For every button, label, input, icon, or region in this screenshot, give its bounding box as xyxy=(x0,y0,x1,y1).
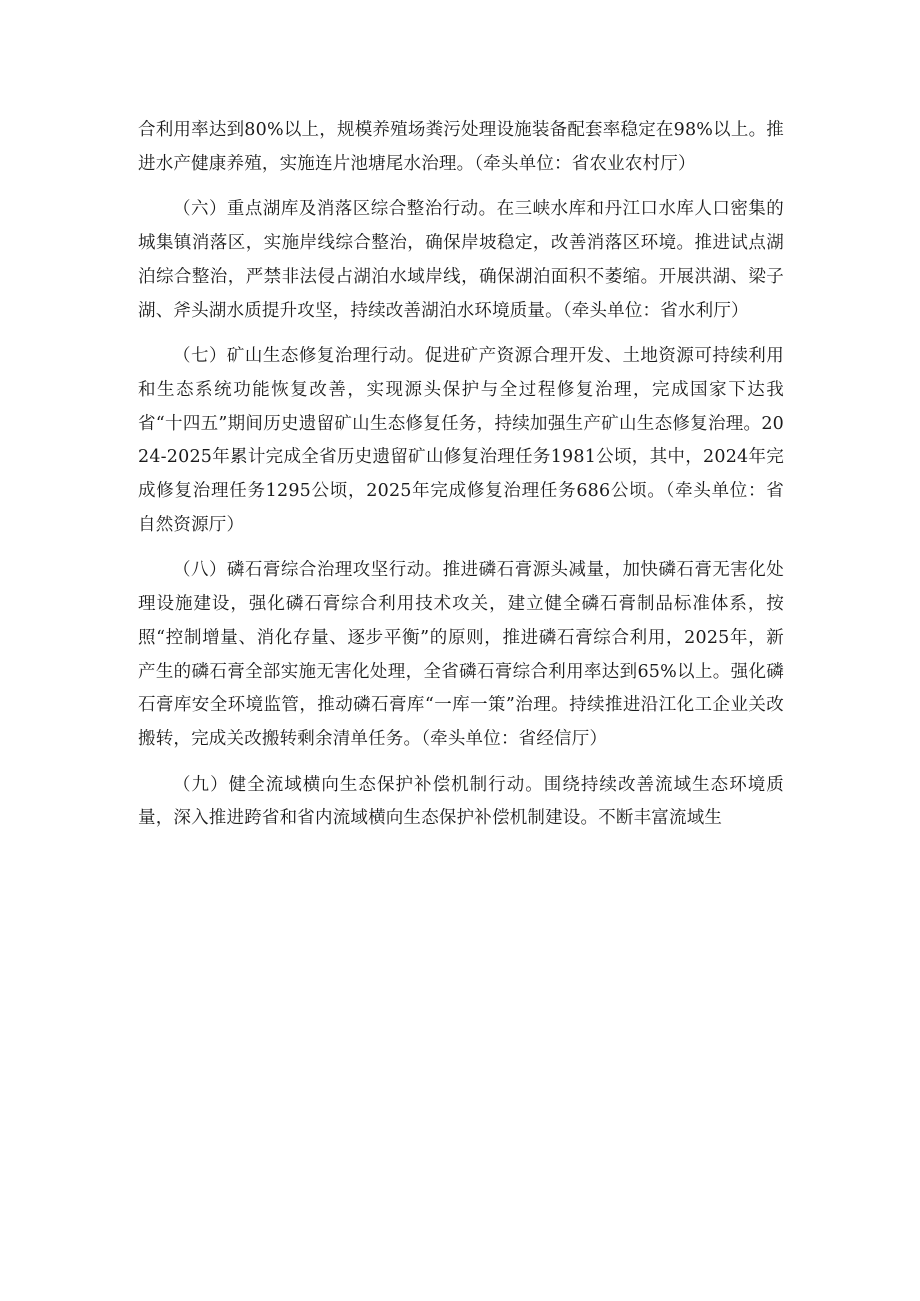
paragraph-section-six-lakes: （六）重点湖库及消落区综合整治行动。在三峡水库和丹江口水库人口密集的城集镇消落区，实施岸线综合整治，确保岸坡稳定，改善消落区环境。推进试点湖泊综合整治，严禁非法侵占湖泊水域岸线，确保湖泊面积不萎缩。开展洪湖、梁子湖、斧头湖水质提升攻坚，持续改善湖泊水环境质量。（牵头单位：省水利厅） xyxy=(138,199,784,321)
paragraph-section-seven-mines: （七）矿山生态修复治理行动。促进矿产资源合理开发、土地资源可持续利用和生态系统功能恢复改善，实现源头保护与全过程修复治理，完成国家下达我省“十四五”期间历史遗留矿山生态修复任务，持续加强生产矿山生态修复治理。2024-2025年累计完成全省历史遗留矿山修复治理任务1981公顷，其中，2024年完成修复治理任务1295公顷，2025年完成修复治理任务686公顷。（牵头单位：省自然资源厅） xyxy=(138,346,784,535)
paragraph-section-nine-compensation: （九）健全流域横向生态保护补偿机制行动。围绕持续改善流域生态环境质量，深入推进跨省和省内流域横向生态保护补偿机制建设。不断丰富流域生 xyxy=(138,774,784,829)
document-page xyxy=(138,114,784,836)
paragraph-section-eight-phosphogypsum: （八）磷石膏综合治理攻坚行动。推进磷石膏源头减量，加快磷石膏无害化处理设施建设，强化磷石膏综合利用技术攻关，建立健全磷石膏制品标准体系，按照“控制增量、消化存量、逐步平衡”的原则，推进磷石膏综合利用，2025年，新产生的磷石膏全部实施无害化处理，全省磷石膏综合利用率达到65%以上。强化磷石膏库安全环境监管，推动磷石膏库“一库一策”治理。持续推进沿江化工企业关改搬转，完成关改搬转剩余清单任务。（牵头单位：省经信厅） xyxy=(138,560,784,749)
paragraph-livestock-continued: 合利用率达到80%以上，规模养殖场粪污处理设施装备配套率稳定在98%以上。推进水产健康养殖，实施连片池塘尾水治理。（牵头单位：省农业农村厅） xyxy=(138,120,784,174)
